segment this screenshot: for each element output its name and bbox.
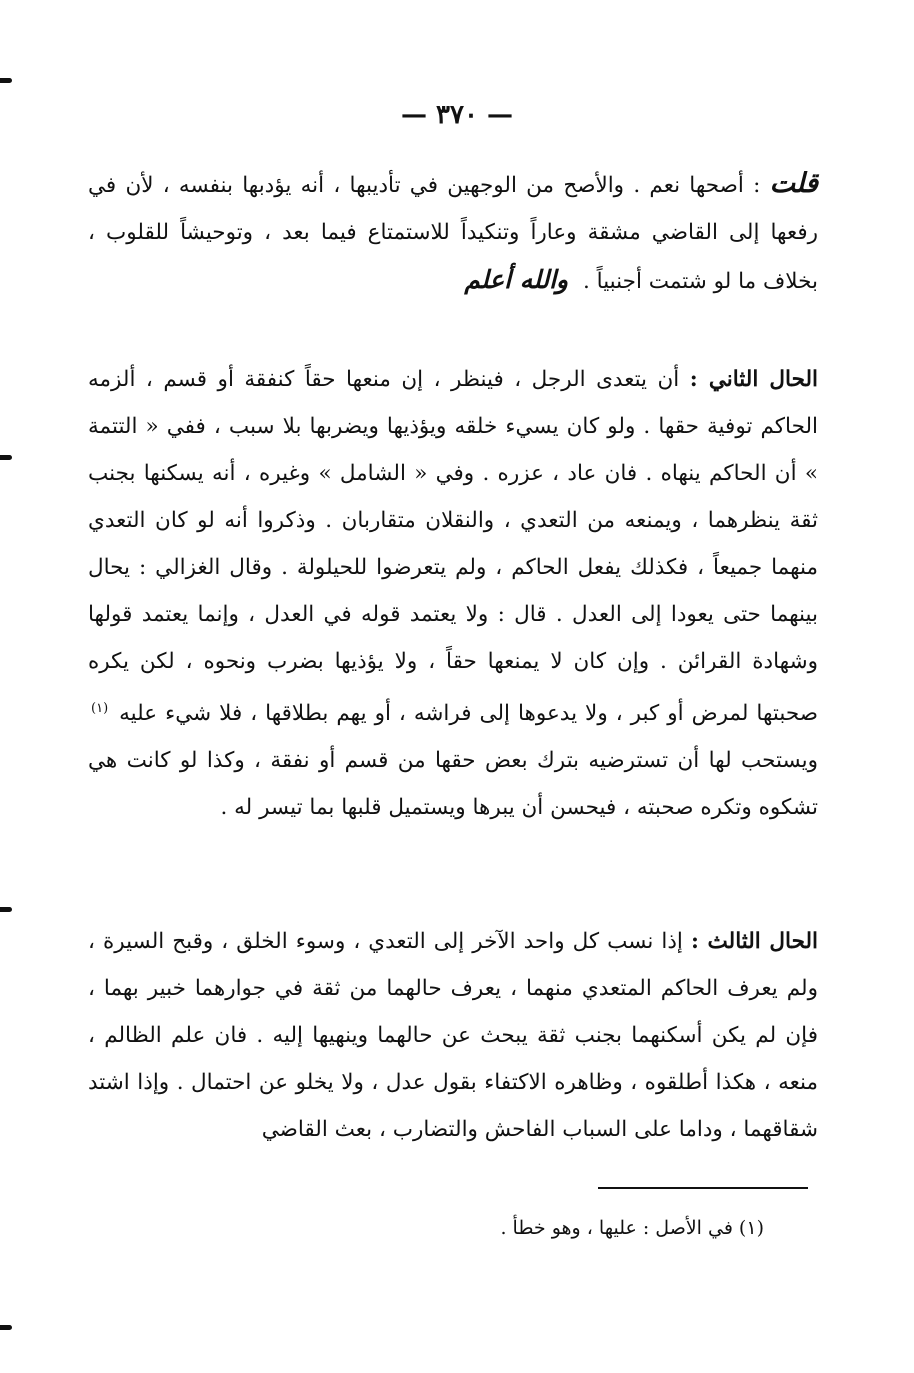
left-edge-mark: [0, 78, 12, 83]
paragraph-text: : أصحها نعم . والأصح من الوجهين في تأديبها ، أنه يؤدبها بنفسه ، لأن في رفعها إلى القاضي مشقة وعاراً وتنكيداً للاستمتاع فيما بعد ، وتوحيشاً للقلوب ، بخلاف ما لو شتمت أجنبياً .: [88, 173, 818, 294]
page-number: — ٣٧٠ —: [400, 100, 514, 130]
paragraph-2: [88, 356, 818, 831]
paragraph-text: ويستحب لها أن تسترضيه بترك بعض حقها من قسم أو نفقة ، وكذا لو كانت هي تشكوه وتكره صحبته ، فيحسن أن يبرها ويستميل قلبها بما تيسر له .: [88, 748, 818, 821]
paragraph-3: [88, 918, 818, 1153]
left-edge-mark: [0, 1325, 12, 1330]
paragraph-lead: الحال الثاني :: [689, 367, 819, 392]
footnote-reference[interactable]: (١): [91, 701, 109, 716]
paragraph-1: [88, 160, 818, 305]
left-edge-mark: [0, 455, 12, 460]
footnote: (١) في الأصل : عليها ، وهو خطأ .: [500, 1217, 764, 1239]
paragraph-lead: الحال الثالث :: [690, 929, 818, 954]
closing-phrase: والله أعلم: [464, 265, 569, 294]
paragraph-text: إذا نسب كل واحد الآخر إلى التعدي ، وسوء الخلق ، وقبح السيرة ، ولم يعرف الحاكم المتعدي منهما ، يعرف حالهما من ثقة في جوارهما خبير بهما ، فإن لم يكن أسكنهما بجنب ثقة يبحث عن حالهما وينهيها إليه . فان علم الظالم ، منعه ، هكذا أطلقوه ، وظاهره الاكتفاء بقول عدل ، ولا يخلو عن احتمال . وإذا اشتد شقاقهما ، وداما على السباب الفاحش والتضارب ، بعث القاضي: [88, 929, 818, 1142]
left-edge-mark: [0, 907, 12, 912]
paragraph-lead: قلت: [769, 168, 818, 199]
paragraph-text: أن يتعدى الرجل ، فينظر ، إن منعها حقاً كنفقة أو قسم ، ألزمه الحاكم توفية حقها . ولو كان يسيء خلقه ويؤذيها ويضربها بلا سبب ، ففي « التتمة » أن الحاكم ينهاه . فان عاد ، عزره . وفي « الشامل » وغيره ، أنه يسكنها بجنب ثقة ينظرهما ، ويمنعه من التعدي ، والنقلان متقاربان . وذكروا أنه لو كان التعدي منهما جميعاً ، فكذلك يفعل الحاكم ، ولم يتعرضوا للحيلولة . وقال الغزالي : يحال بينهما حتى يعودا إلى العدل . قال : ولا يعتمد قوله في العدل ، وإنما يعتمد قولها وشهادة القرائن . وإن كان لا يمنعها حقاً ، ولا يؤذيها بضرب ونحوه ، لكن يكره صحبتها لمرض أو كبر ، ولا يدعوها إلى فراشه ، أو يهم بطلاقها ، فلا شيء عليه: [88, 367, 818, 727]
footnote-divider: [598, 1187, 808, 1189]
